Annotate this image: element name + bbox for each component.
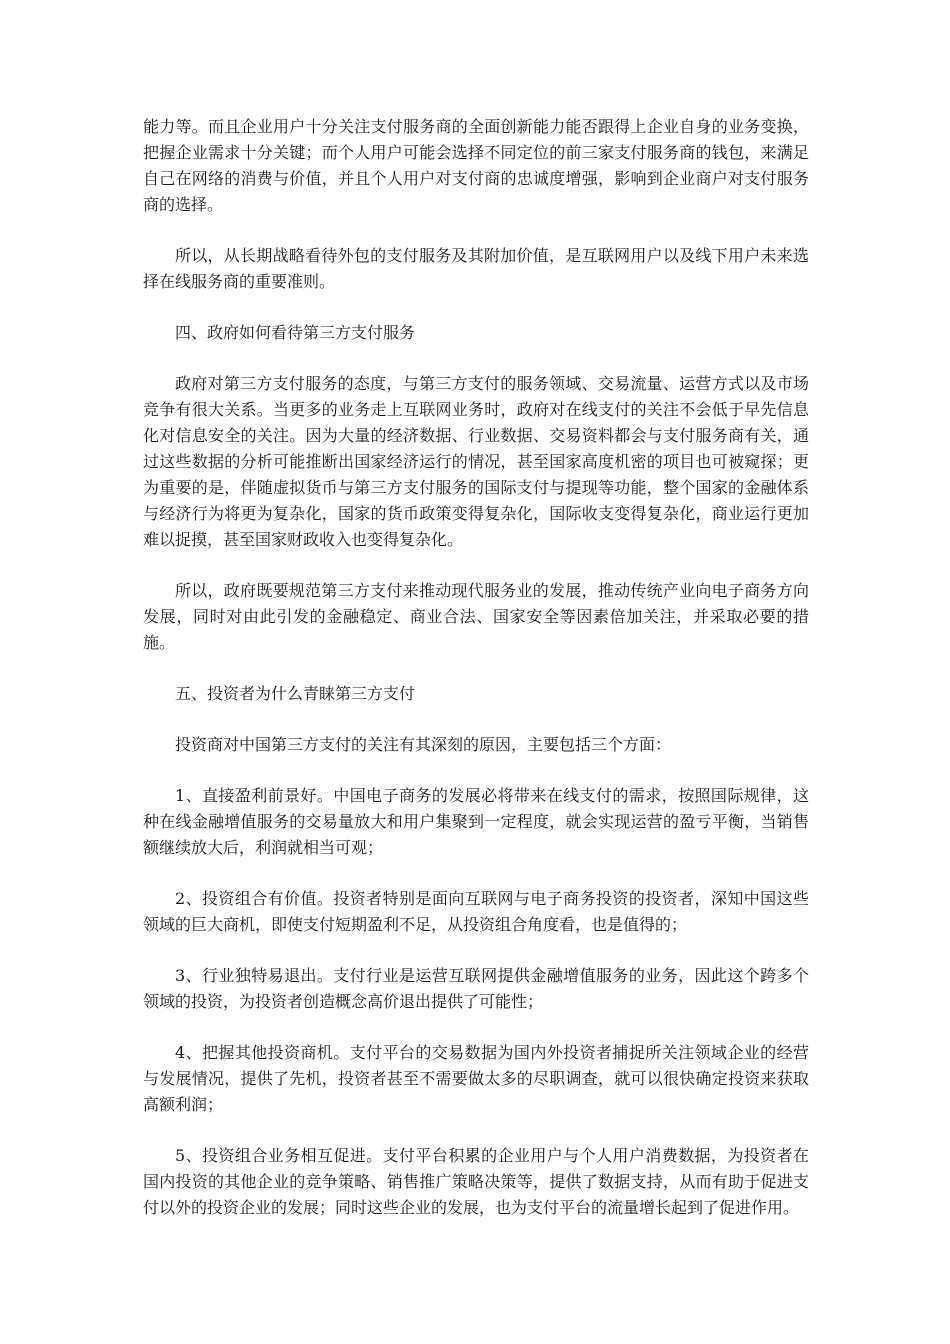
document-body: [143, 114, 809, 1246]
list-item-1: 1、直接盈利前景好。中国电子商务的发展必将带来在线支付的需求，按照国际规律，这种在线金融增值服务的交易量放大和用户集聚到一定程度，就会实现运营的盈亏平衡，当销售额继续放大后，利润就相当可观；: [143, 786, 809, 857]
paragraph-continuation: 能力等。而且企业用户十分关注支付服务商的全面创新能力能否跟得上企业自身的业务变换，把握企业需求十分关键；而个人用户可能会选择不同定位的前三家支付服务商的钱包，来满足自己在网络的消费与价值，并且个人用户对支付商的忠诚度增强，影响到企业商户对支付服务商的选择。: [143, 117, 809, 214]
section-heading-government: 四、政府如何看待第三方支付服务: [175, 323, 416, 342]
list-item-5: 5、投资组合业务相互促进。支付平台积累的企业用户与个人用户消费数据，为投资者在国内投资的其他企业的竞争策略、销售推广策略决策等，提供了数据支持，从而有助于促进支付以外的投资企业的发展；同时这些企业的发展，也为支付平台的流量增长起到了促进作用。: [143, 1146, 809, 1217]
list-item-4: 4、把握其他投资商机。支付平台的交易数据为国内外投资者捕捉所关注领域企业的经营与发展情况，提供了先机，投资者甚至不需要做太多的尽职调查，就可以很快确定投资来获取高额利润；: [143, 1043, 809, 1114]
list-item-3: 3、行业独特易退出。支付行业是运营互联网提供金融增值服务的业务，因此这个跨多个领域的投资，为投资者创造概念高价退出提供了可能性；: [143, 966, 809, 1011]
list-item-2: 2、投资组合有价值。投资者特别是面向互联网与电子商务投资的投资者，深知中国这些领域的巨大商机，即使支付短期盈利不足，从投资组合角度看，也是值得的；: [143, 889, 809, 934]
paragraph-investors-intro: 投资商对中国第三方支付的关注有其深刻的原因，主要包括三个方面：: [175, 735, 672, 754]
section-heading-investors: 五、投资者为什么青睐第三方支付: [175, 684, 416, 703]
paragraph-long-term-strategy: 所以，从长期战略看待外包的支付服务及其附加价值，是互联网用户以及线下用户未来选择在线服务商的重要准则。: [143, 246, 809, 291]
paragraph-government-conclusion: 所以，政府既要规范第三方支付来推动现代服务业的发展，推动传统产业向电子商务方向发展，同时对由此引发的金融稳定、商业合法、国家安全等因素倍加关注，并采取必要的措施。: [143, 581, 809, 652]
paragraph-government-attitude: 政府对第三方支付服务的态度，与第三方支付的服务领域、交易流量、运营方式以及市场竞争有很大关系。当更多的业务走上互联网业务时，政府对在线支付的关注不会低于早先信息化对信息安全的关注。因为大量的经济数据、行业数据、交易资料都会与支付服务商有关，通过这些数据的分析可能推断出国家经济运行的情况，甚至国家高度机密的项目也可被窥探；更为重要的是，伴随虚拟货币与第三方支付服务的国际支付与提现等功能，整个国家的金融体系与经济行为将更为复杂化，国家的货币政策变得复杂化，国际收支变得复杂化，商业运行更加难以捉摸，甚至国家财政收入也变得复杂化。: [143, 374, 809, 549]
